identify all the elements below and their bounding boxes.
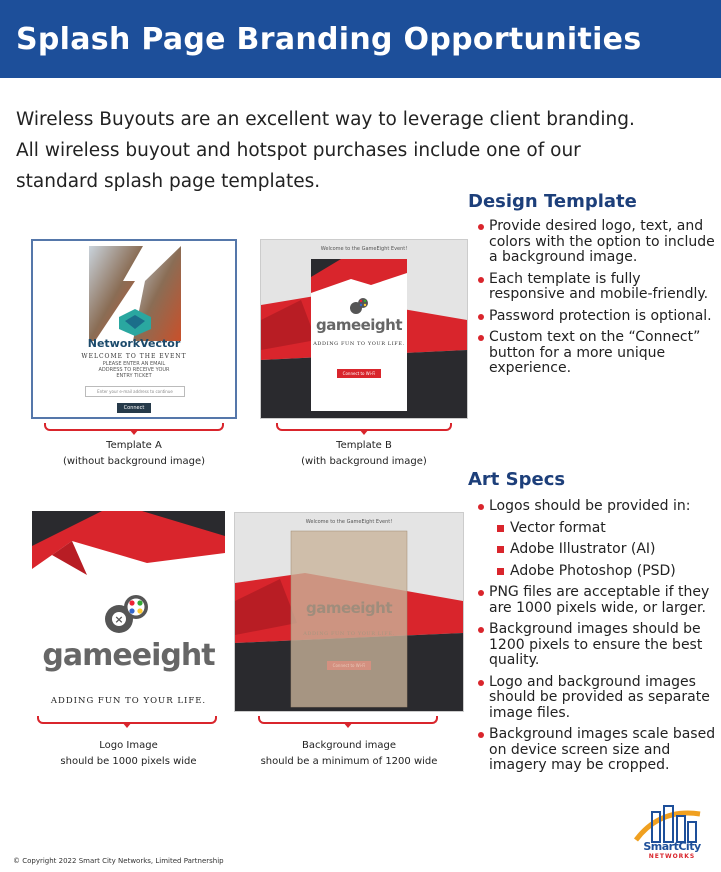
- svg-text:×: ×: [114, 613, 124, 626]
- template-a-preview: [31, 239, 237, 419]
- design-template-heading: Design Template: [468, 191, 637, 212]
- template-b-preview: [260, 239, 468, 419]
- faded-connect-button: Connect to Wi-Fi: [327, 661, 371, 670]
- list-item: PNG files are acceptable if they are 1000 pixels wide, or larger.: [478, 585, 720, 616]
- city-skyline-icon: [630, 800, 714, 844]
- brace-a-tip: [129, 429, 139, 435]
- email-input[interactable]: Enter your e-mail address to continue: [85, 386, 185, 397]
- background-image-brand: gameeight: [305, 599, 393, 617]
- networkvector-logo-icon: [115, 307, 155, 337]
- caption-subtitle: should be a minimum of 1200 wide: [260, 756, 438, 767]
- page-title: Splash Page Branding Opportunities: [16, 22, 642, 57]
- format-item: Adobe Photoshop (PSD): [478, 564, 720, 580]
- caption-title: Template A: [106, 440, 162, 451]
- brace-b-tip: [359, 429, 369, 435]
- caption-subtitle: should be 1000 pixels wide: [60, 756, 197, 767]
- design-template-list: [478, 219, 720, 383]
- logo-image-caption: [22, 738, 235, 770]
- template-a-caption: [31, 438, 237, 470]
- caption-title: Background image: [302, 740, 396, 751]
- background-image-caption: [234, 738, 464, 770]
- list-item: Password protection is optional.: [478, 309, 720, 325]
- template-b-card: [311, 259, 407, 411]
- format-item: Vector format: [478, 521, 720, 537]
- caption-title: Logo Image: [99, 740, 158, 751]
- template-b-tagline: ADDING FUN TO YOUR LIFE.: [313, 341, 405, 347]
- caption-title: Template B: [336, 440, 392, 451]
- list-item: Background images should be 1200 pixels to ensure the best quality.: [478, 622, 720, 669]
- list-item: Custom text on the “Connect” button for a more unique experience.: [478, 330, 720, 377]
- intro-paragraph: [16, 104, 706, 197]
- logo-image-preview: [32, 511, 225, 712]
- template-b-caption: [260, 438, 468, 470]
- controller-icon: [100, 593, 156, 637]
- intro-line: All wireless buyout and hotspot purchases include one of our: [16, 140, 581, 161]
- intro-line: standard splash page templates.: [16, 171, 321, 192]
- list-item: Background images scale based on device screen size and imagery may be cropped.: [478, 727, 720, 774]
- logo-wordmark: SmartCity: [643, 840, 701, 853]
- template-a-welcome: WELCOME TO THE EVENT: [81, 353, 187, 360]
- format-item: Adobe Illustrator (AI): [478, 542, 720, 558]
- background-image-welcome: Welcome to the GameEight Event!: [305, 519, 393, 525]
- caption-subtitle: (with background image): [301, 456, 427, 467]
- logo-image-brand: gameeight: [42, 638, 215, 673]
- template-b-welcome: Welcome to the GameEight Event!: [320, 246, 408, 252]
- controller-icon: [347, 297, 371, 317]
- background-image-preview: [234, 512, 464, 712]
- connect-wifi-button[interactable]: Connect to Wi-Fi: [337, 369, 381, 378]
- header-banner: [0, 0, 721, 78]
- art-specs-heading: Art Specs: [468, 469, 566, 490]
- brace-logo-tip: [122, 722, 132, 728]
- list-item: Logo and background images should be provided as separate image files.: [478, 675, 720, 722]
- template-b-brand: gameeight: [315, 316, 403, 334]
- copyright-footer: © Copyright 2022 Smart City Networks, Limited Partnership: [13, 857, 224, 865]
- connect-button[interactable]: Connect: [117, 403, 151, 413]
- list-item: Logos should be provided in:: [478, 499, 720, 515]
- list-item: Each template is fully responsive and mobile-friendly.: [478, 272, 720, 303]
- background-image-tagline: ADDING FUN TO YOUR LIFE.: [303, 631, 395, 637]
- smartcity-logo: [630, 800, 714, 862]
- list-item: Provide desired logo, text, and colors with the option to include a background image.: [478, 219, 720, 266]
- logo-image-tagline: ADDING FUN TO YOUR LIFE.: [50, 696, 207, 706]
- template-a-brand: NetworkVector: [87, 337, 181, 350]
- art-specs-list: [478, 499, 720, 780]
- intro-line: Wireless Buyouts are an excellent way to leverage client branding.: [16, 109, 635, 130]
- caption-subtitle: (without background image): [62, 456, 206, 467]
- template-a-subtext: PLEASE ENTER AN EMAIL ADDRESS TO RECEIVE YOUR ENTRY TICKET: [98, 361, 170, 379]
- logo-subtitle: NETWORKS: [648, 853, 696, 860]
- brace-background-tip: [343, 722, 353, 728]
